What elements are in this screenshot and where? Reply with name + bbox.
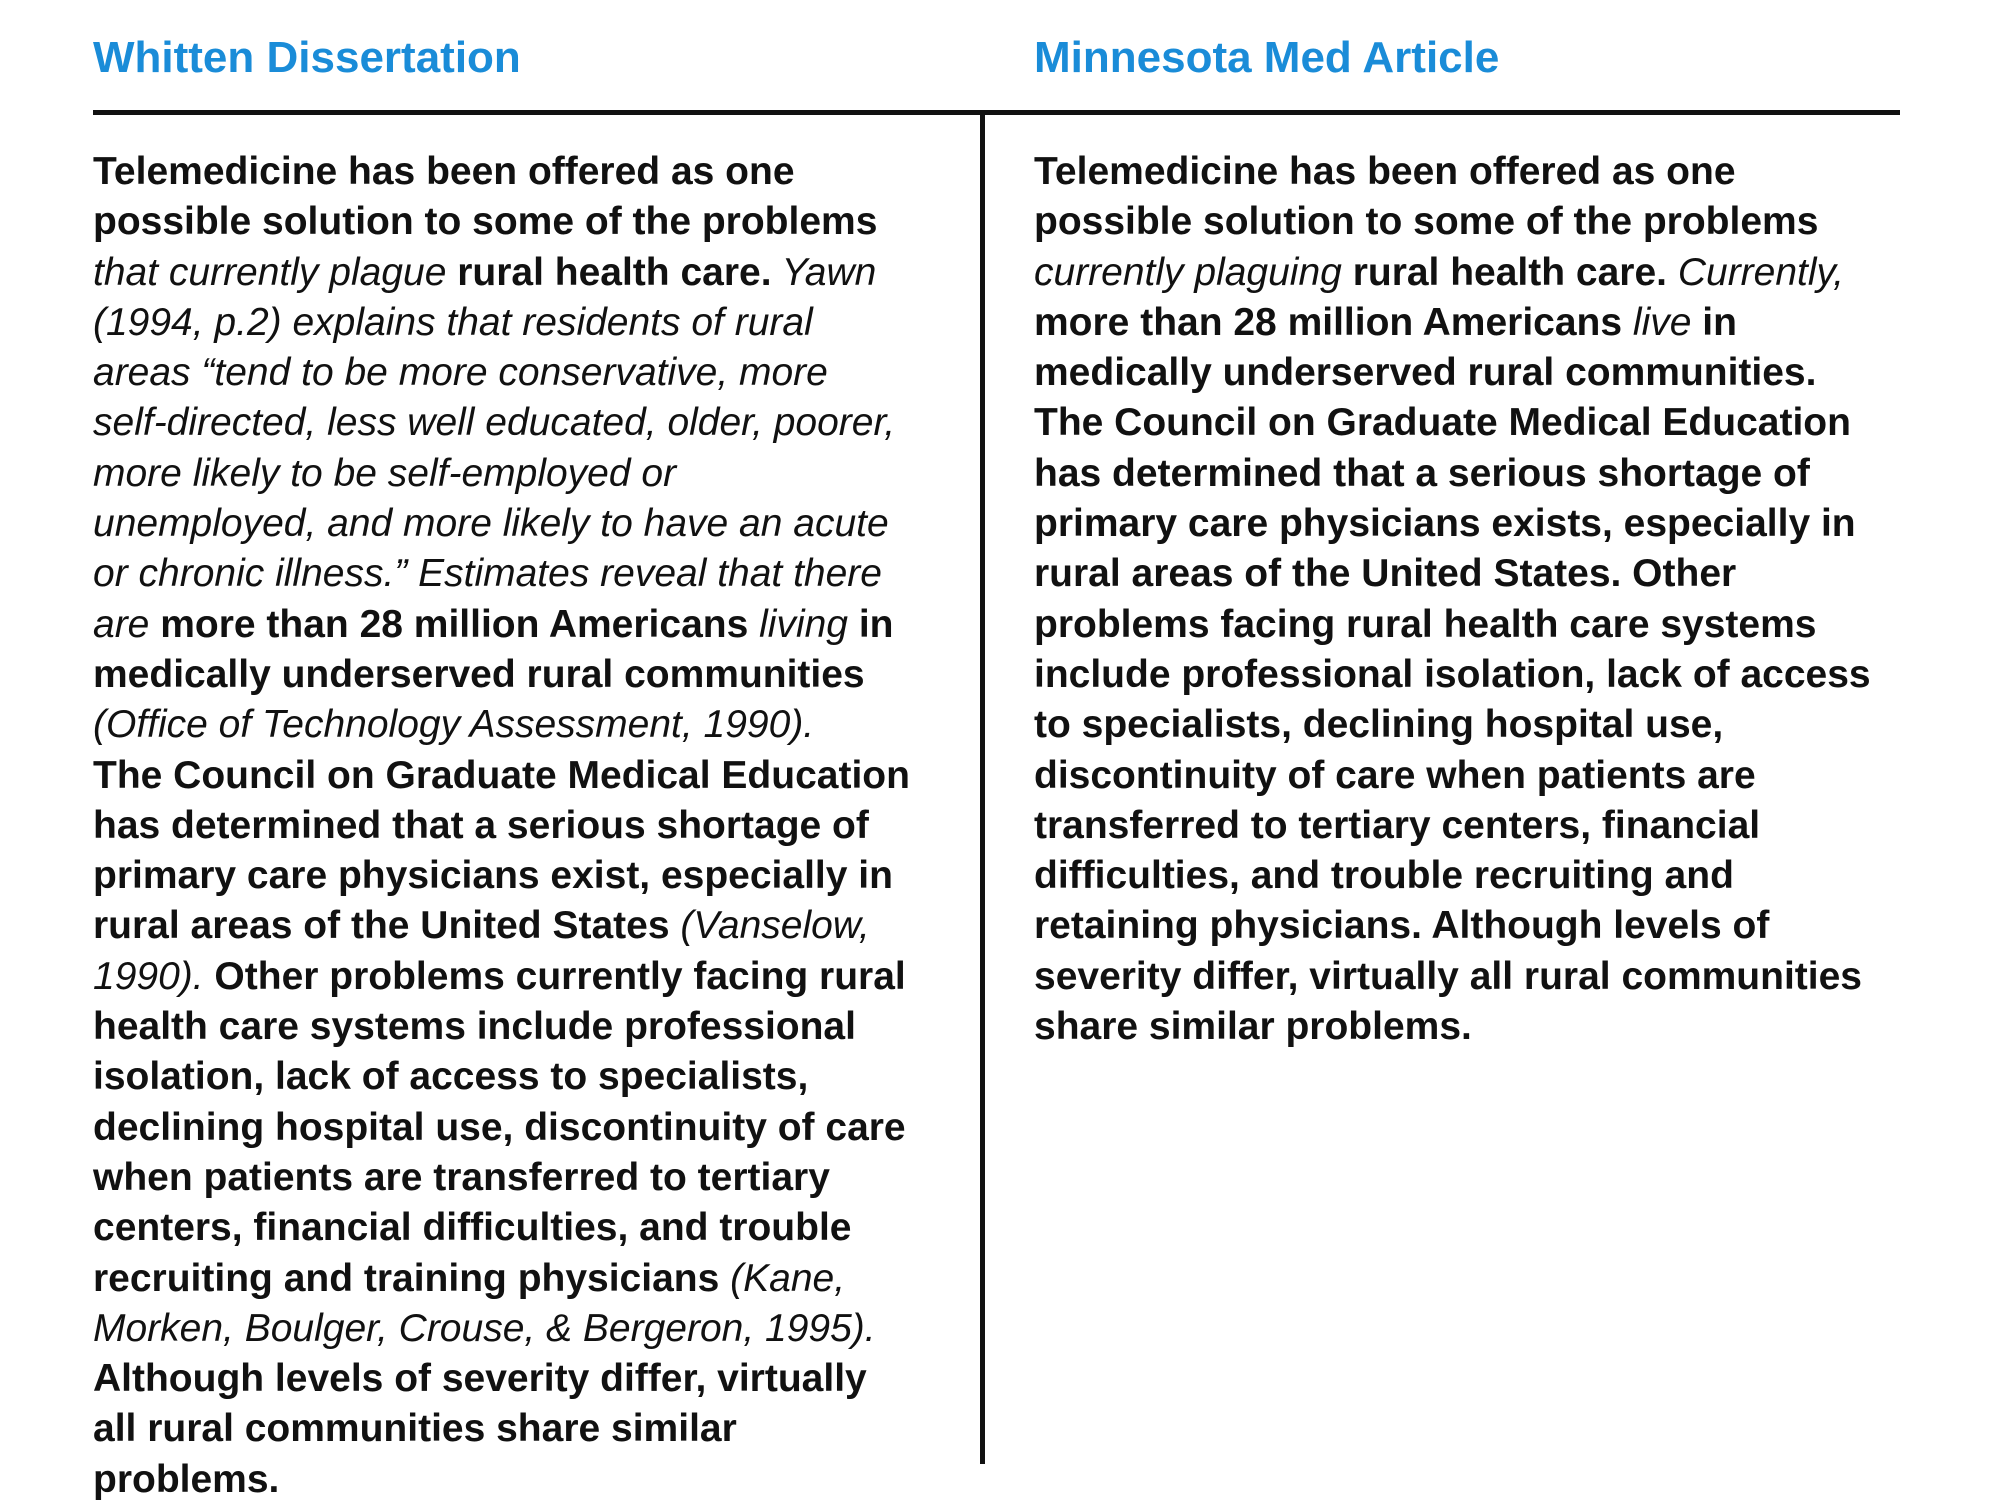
bold-text-run: when patients are transferred to tertiary [93,1155,830,1199]
text-line [1034,248,1871,298]
bold-text-run: rural health care. [457,250,772,294]
text-line [93,449,910,499]
bold-text-run: The Council on Graduate Medical Education [93,753,910,797]
bold-text-run: retaining physicians. Although levels of [1034,904,1770,948]
text-line [1034,147,1871,197]
text-line [93,952,910,1002]
italic-text-run: live [1632,300,1692,344]
bold-text-run: has determined that a serious shortage of [93,803,869,847]
text-line [93,851,910,901]
text-line [93,248,910,298]
italic-text-run: or chronic illness.” Estimates reveal that there [93,552,882,596]
italic-text-run: areas “tend to be more conservative, more [93,351,828,395]
text-line [1034,700,1871,750]
bold-text-run: rural health care. [1352,250,1667,294]
bold-text-run: centers, financial difficulties, and trouble [93,1206,852,1250]
bold-text-run: severity differ, virtually all rural communities [1034,954,1862,998]
bold-text-run: Although levels of severity differ, virtually [93,1357,867,1401]
bold-text-run: to specialists, declining hospital use, [1034,703,1724,747]
bold-text-run: declining hospital use, discontinuity of care [93,1105,906,1149]
text-line [93,499,910,549]
bold-text-run: health care systems include professional [93,1005,856,1049]
italic-text-run: more likely to be self-employed or [93,451,677,495]
text-line [1034,449,1871,499]
bold-text-run: recruiting and training physicians [93,1256,731,1300]
text-line [93,348,910,398]
text-line [93,298,910,348]
text-line [93,751,910,801]
italic-text-run: (Vanselow, [680,904,870,948]
italic-text-run: unemployed, and more likely to have an acute [93,502,889,546]
bold-text-run: in [1691,300,1737,344]
italic-text-run: are [93,602,161,646]
bold-text-run: problems facing rural health care systems [1034,602,1817,646]
italic-text-run: self-directed, less well educated, older, poorer, [93,401,896,445]
italic-text-run: currently plaguing [1034,250,1353,294]
bold-text-run: more than 28 million Americans [160,602,760,646]
bold-text-run: possible solution to some of the problems [1034,200,1819,244]
bold-text-run: include professional isolation, lack of access [1034,652,1871,696]
text-line [1034,600,1871,650]
text-line [93,1153,910,1203]
text-line [1034,901,1871,951]
bold-text-run: all rural communities share similar [93,1407,737,1451]
bold-text-run: problems. [93,1457,280,1501]
text-line [93,197,910,247]
text-line [93,1455,910,1505]
text-line [1034,952,1871,1002]
text-line [93,1254,910,1304]
text-line [93,600,910,650]
text-line [1034,801,1871,851]
italic-text-run: (Kane, [730,1256,846,1300]
header-divider [93,110,1900,115]
bold-text-run: medically underserved rural communities. [1034,351,1817,395]
italic-text-run: Morken, Boulger, Crouse, & Bergeron, 1995). [93,1306,876,1350]
text-line [1034,348,1871,398]
bold-text-run: primary care physicians exists, especially in [1034,502,1856,546]
text-line [1034,197,1871,247]
italic-text-run: (Office of Technology Assessment, 1990). [93,703,815,747]
italic-text-run: living [759,602,848,646]
text-line [93,1103,910,1153]
text-line [1034,398,1871,448]
bold-text-run: Telemedicine has been offered as one [93,150,795,193]
text-line [93,700,910,750]
italic-text-run: (1994, p.2) explains that residents of rural [93,300,813,344]
bold-text-run: in [847,602,894,646]
text-line [93,1304,910,1354]
bold-text-run: rural areas of the United States [93,904,681,948]
text-line [1034,851,1871,901]
bold-text-run: difficulties, and trouble recruiting and [1034,854,1734,898]
italic-text-run: 1990). [93,954,215,998]
bold-text-run: share similar problems. [1034,1005,1472,1049]
text-line [93,650,910,700]
bold-text-run: has determined that a serious shortage of [1034,451,1810,495]
text-line [93,147,910,197]
italic-text-run: Currently, [1667,250,1844,294]
italic-text-run: that currently plague [93,250,458,294]
text-line [93,1052,910,1102]
text-line [1034,751,1871,801]
text-line [93,1404,910,1454]
column-title-whitten: Whitten Dissertation [93,33,521,82]
text-line [93,1002,910,1052]
bold-text-run: isolation, lack of access to specialists, [93,1055,809,1099]
whitten-text-column [93,147,910,1505]
text-line [1034,298,1871,348]
minnesota-text-column [1034,147,1871,1052]
bold-text-run: possible solution to some of the problems [93,200,878,244]
bold-text-run: rural areas of the United States. Other [1034,552,1737,596]
text-line [93,801,910,851]
bold-text-run: primary care physicians exist, especially in [93,854,893,898]
bold-text-run: more than 28 million Americans [1034,300,1633,344]
text-line [1034,499,1871,549]
text-line [93,1203,910,1253]
text-line [1034,549,1871,599]
text-line [1034,650,1871,700]
text-line [93,398,910,448]
bold-text-run: discontinuity of care when patients are [1034,753,1756,797]
text-line [93,901,910,951]
text-line [93,1354,910,1404]
column-title-minnesota: Minnesota Med Article [1034,33,1500,82]
bold-text-run: Telemedicine has been offered as one [1034,150,1736,193]
bold-text-run: transferred to tertiary centers, financial [1034,803,1761,847]
bold-text-run: Other problems currently facing rural [214,954,906,998]
bold-text-run: The Council on Graduate Medical Education [1034,401,1851,445]
column-divider [980,112,985,1464]
text-line [1034,1002,1871,1052]
bold-text-run: medically underserved rural communities [93,652,865,696]
italic-text-run: Yawn [771,250,877,294]
text-line [93,549,910,599]
